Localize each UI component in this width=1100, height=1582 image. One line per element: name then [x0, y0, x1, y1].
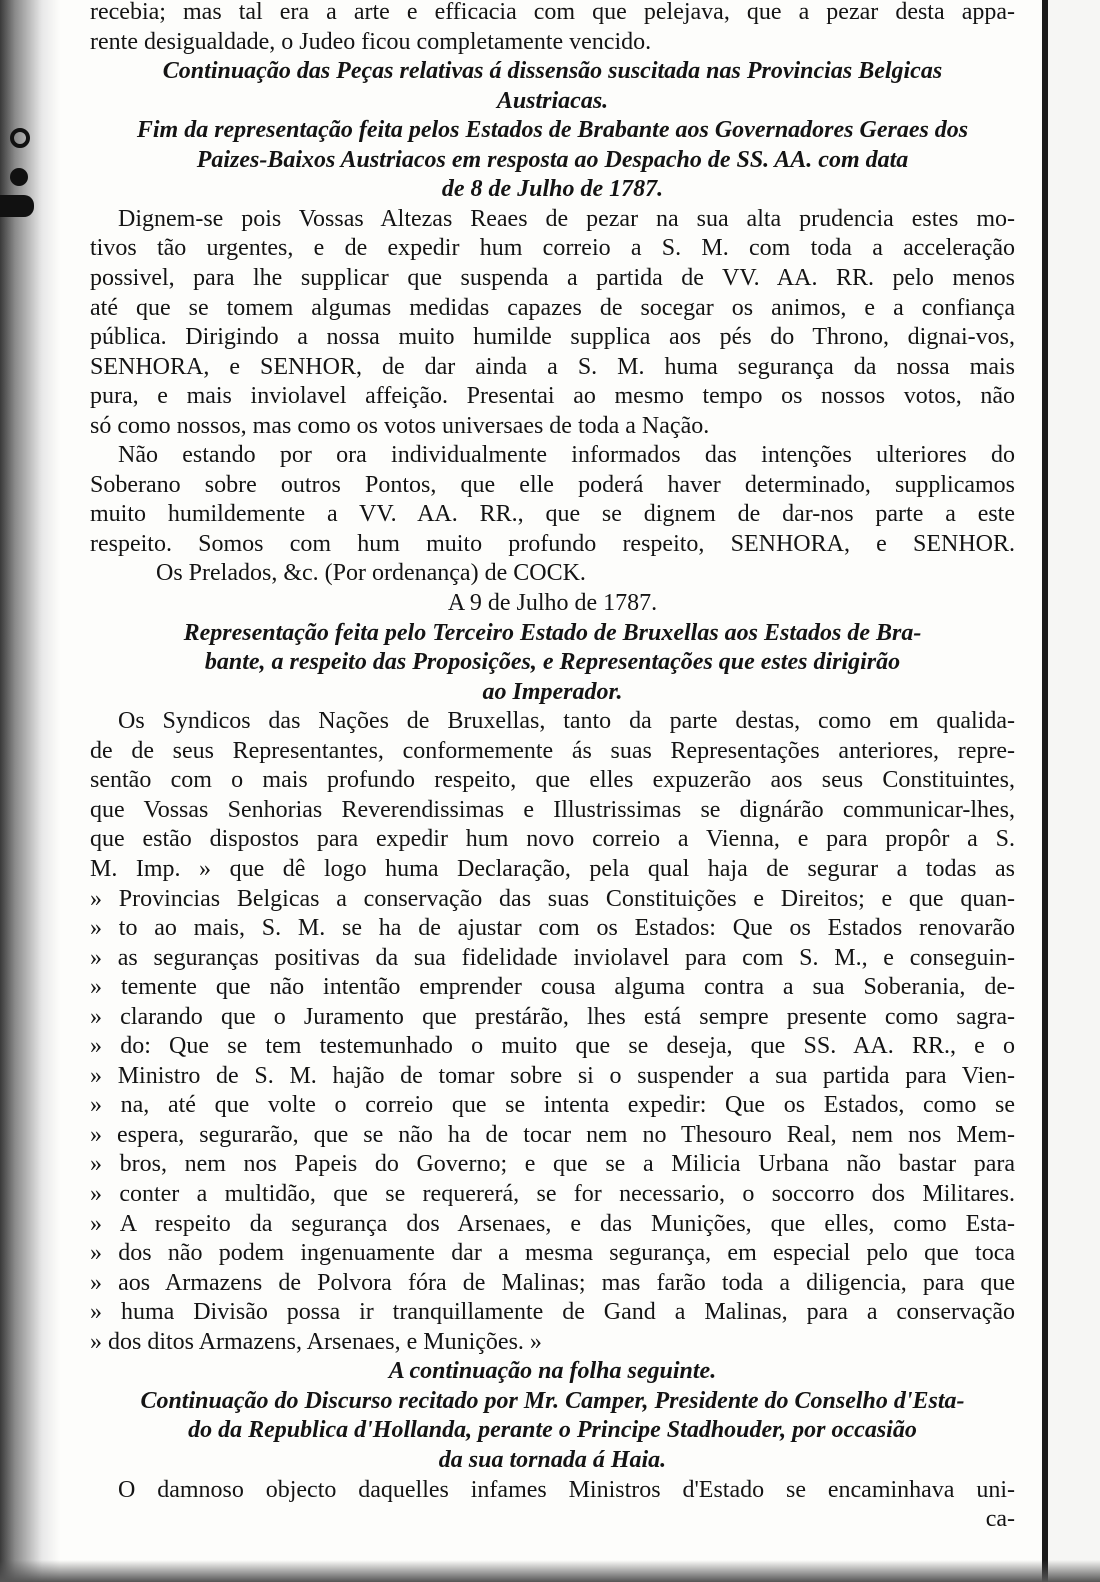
text-line: da sua tornada á Haia.: [438, 1446, 667, 1473]
text-line: Não estando por ora individualmente informados das intenções ulteriores do: [118, 442, 1015, 469]
text-line: » dos não podem ingenuamente dar a mesma segurança, em especial pelo que toca: [90, 1240, 1015, 1267]
text-line: » conter a multidão, que se requererá, se for necessario, o soccorro dos Militares.: [90, 1181, 1015, 1207]
text-line: » huma Divisão possa ir tranquillamente de Gand a Malinas, para a conservação: [90, 1299, 1015, 1326]
text-line: A continuação na folha seguinte.: [388, 1358, 717, 1385]
text-line: » dos ditos Armazens, Arsenaes, e Munições. »: [90, 1328, 542, 1355]
text-line: » aos Armazens de Polvora fóra de Malinas; mas farão toda a diligencia, para que: [90, 1269, 1015, 1296]
text-line: Dignem-se pois Vossas Altezas Reaes de pezar na sua alta prudencia estes mo-: [118, 205, 1015, 232]
left-page-edge-shadow: [0, 0, 60, 1582]
text-line: até que se tomem algumas medidas capazes de socegar os animos, e a confiança: [90, 294, 1015, 321]
text-line: Fim da representação feita pelos Estados de Brabante aos Governadores Geraes dos: [136, 117, 969, 144]
text-line: sentão com o mais profundo respeito, que elles expuzerão aos seus Constituintes,: [90, 767, 1015, 794]
text-line: SENHORA, e SENHOR, de dar ainda a S. M. huma segurança da nossa mais: [90, 353, 1015, 380]
text-line: Representação feita pelo Terceiro Estado de Bruxellas aos Estados de Bra-: [183, 619, 922, 646]
text-line: bante, a respeito das Proposições, e Representações que estes dirigirão: [204, 649, 901, 676]
binding-hole: [10, 168, 28, 186]
text-line: » clarando que o Juramento que prestárão, lhes está sempre presente como sagra-: [90, 1003, 1015, 1030]
text-line: » bros, nem nos Papeis do Governo; e que se a Milicia Urbana não bastar para: [90, 1151, 1015, 1178]
text-line: de de seus Representantes, conformemente ás suas Representações anteriores, repre-: [90, 737, 1015, 764]
text-line: » Provincias Belgicas a conservação das suas Constituições e Direitos; e que quan-: [90, 885, 1015, 912]
text-line: » do: Que se tem testemunhado o muito que se deseja, que SS. AA. RR., e o: [90, 1033, 1015, 1060]
text-line: » A respeito da segurança dos Arsenaes, e das Munições, que elles, como Esta-: [90, 1210, 1015, 1237]
text-line: muito humildemente a VV. AA. RR., que se dignem de dar-nos parte a este: [90, 501, 1015, 528]
text-line: pública. Dirigindo a nossa muito humilde supplica aos pés do Throno, dignai-vos,: [90, 324, 1015, 351]
text-line: Paizes-Baixos Austriacos em resposta ao Despacho de SS. AA. com data: [196, 146, 909, 173]
text-line: Continuação das Peças relativas á dissensão suscitada nas Provincias Belgicas: [162, 58, 943, 85]
text-line: Os Syndicos das Nações de Bruxellas, tanto da parte destas, como em qualida-: [118, 708, 1015, 735]
text-line: Austriacas.: [496, 87, 609, 114]
text-line: do da Republica d'Hollanda, perante o Principe Stadhouder, por occasião: [188, 1417, 917, 1444]
text-line: Soberano sobre outros Pontos, que elle poderá haver determinado, supplicamos: [90, 471, 1015, 498]
text-line: » na, até que volte o correio que se intenta expedir: Que os Estados, como se: [90, 1092, 1015, 1119]
text-line: recebia; mas tal era a arte e efficacia com que pelejava, que a pezar desta appa-: [90, 0, 1015, 25]
text-line: » as seguranças positivas da sua fidelidade inviolavel para com S. M., e conseguin-: [90, 944, 1015, 971]
text-line: possivel, para lhe supplicar que suspenda a partida de VV. AA. RR. pelo menos: [90, 264, 1015, 291]
text-line: que estão dispostos para expedir hum novo correio a Vienna, e para propôr a S.: [90, 826, 1015, 853]
text-line: tivos tão urgentes, e de expedir hum correio a S. M. com toda a acceleração: [90, 235, 1015, 262]
text-line: rente desigualdade, o Judeo ficou completamente vencido.: [90, 28, 652, 55]
text-line: M. Imp. » que dê logo huma Declaração, pela qual haja de segurar a todas as: [90, 855, 1015, 882]
text-line: » to ao mais, S. M. se ha de ajustar com os Estados: Que os Estados renovarão: [90, 915, 1015, 942]
text-line: respeito. Somos com hum muito profundo respeito, SENHORA, e SENHOR.: [90, 530, 1015, 557]
right-margin: [1048, 0, 1100, 1582]
text-line: » Ministro de S. M. hajão de tomar sobre si o suspender a sua partida para Vien-: [90, 1062, 1015, 1089]
text-line: » espera, segurarão, que se não ha de tocar nem no Thesouro Real, nem nos Mem-: [90, 1121, 1015, 1148]
text-line: ao Imperador.: [482, 678, 623, 705]
binding-tab: [0, 195, 34, 217]
text-line: » temente que não intentão emprender cousa alguma contra a sua Soberania, de-: [90, 974, 1015, 1001]
text-line: ca-: [985, 1506, 1015, 1533]
text-line: Os Prelados, &c. (Por ordenança) de COCK.: [156, 560, 586, 587]
text-line: A 9 de Julho de 1787.: [447, 590, 658, 616]
text-line: O damnoso objecto daquelles infames Ministros d'Estado se encaminhava uni-: [118, 1476, 1015, 1503]
text-line: de 8 de Julho de 1787.: [441, 176, 664, 203]
binding-hole-ring: [10, 128, 30, 148]
text-line: Continuação do Discurso recitado por Mr. Camper, Presidente do Conselho d'Esta-: [140, 1387, 965, 1414]
text-line: só como nossos, mas como os votos universaes de toda a Nação.: [90, 412, 710, 439]
text-line: pura, e mais inviolavel affeição. Presentai ao mesmo tempo os nossos votos, não: [90, 383, 1015, 410]
document-page: [90, 0, 1015, 1582]
text-line: que Vossas Senhorias Reverendissimas e Illustrissimas se dignárão communicar-lhes,: [90, 796, 1015, 823]
